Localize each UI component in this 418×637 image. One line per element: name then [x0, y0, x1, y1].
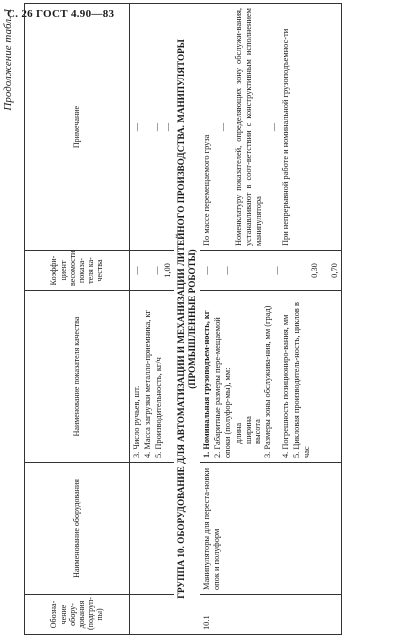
indicator-text: 1. Номинальная грузоподъем-ность, кг — [202, 310, 212, 458]
group-title: ГРУППА 10. ОБОРУДОВАНИЕ ДЛЯ АВТОМАТИЗАЦИИ И МЕХАНИЗАЦИИ ЛИТЕЙНОГО ПРОИЗВОДСТВА. МАНИПУЛЯТОРЫ (ПРОМЫШЛЕННЫЕ РОБОТЫ) — [174, 4, 200, 635]
table-header-row — [25, 4, 130, 635]
cell-code-empty — [130, 595, 175, 635]
note-text: По массе перемещаемого груза — [202, 134, 212, 246]
header-code: Обозна-чение обору-дования (подгруп-пы) — [25, 595, 130, 635]
note-text: — — [218, 122, 228, 132]
coefficient-value: 1,00 — [162, 263, 172, 278]
coefficient-value: — — [222, 266, 232, 275]
indicator-subitem: высота — [253, 419, 263, 444]
indicator-text: 4. Масса загрузки металло-приемника, кг — [142, 310, 152, 458]
cell-continued-notes — [130, 4, 175, 251]
note-text: — — [269, 122, 279, 132]
header-equipment: Наименование оборудования — [25, 463, 130, 595]
page-header: С. 26 ГОСТ 4.90—83 — [7, 8, 115, 20]
table-row-continued — [130, 4, 175, 635]
cell-equipment-name: Манипуляторы для переста-новки опок и полуформ — [200, 463, 341, 595]
indicator-text: 4. Погрешность позициониро-вания, мм — [280, 314, 290, 458]
indicator-subitem: ширина — [243, 416, 253, 444]
header-indicator: Наименование показателя качества — [25, 291, 130, 463]
header-note: Примечание — [25, 4, 130, 251]
cell-code: 10.1 — [200, 595, 341, 635]
cell-continued-coefficients — [130, 251, 175, 291]
coefficient-value: — — [151, 266, 161, 275]
indicator-text: 3. Число ручьев, шт. — [132, 385, 141, 458]
note-text: — — [132, 122, 141, 132]
cell-indicators — [200, 291, 341, 463]
cell-continued-indicators — [130, 291, 175, 463]
cell-coefficients — [200, 251, 341, 291]
coefficient-value: 0,30 — [309, 263, 319, 278]
indicator-text: 5. Цикловая производитель-ность, циклов в час — [291, 302, 311, 458]
coefficient-value: — — [202, 266, 212, 275]
coefficient-value: — — [132, 266, 141, 275]
header-coefficient: Коэффи-циент весомости показа-теля ка-чества — [25, 251, 130, 291]
cell-equipment-empty — [130, 463, 175, 595]
quality-indicators-table — [24, 3, 342, 635]
table-continuation-label: Продолжение табл. 1 — [2, 8, 14, 111]
group-heading-row — [174, 4, 200, 635]
indicator-subitem: длина — [233, 422, 243, 444]
table-row-10-1 — [200, 4, 341, 635]
note-text: — — [162, 122, 172, 132]
cell-notes — [200, 4, 341, 251]
note-text: При непрерывной работе и номинальной грузоподъемнос-ти — [281, 28, 291, 246]
note-text: — — [151, 122, 161, 132]
indicator-text: 3. Размеры зоны обслужива-ния, мм (град) — [263, 305, 273, 458]
note-text: Номенклатуру показателей, определяющих зону обслужи-вания, устанавливают в соот-ветствии с конструктивным исполнением манипулятора — [233, 8, 263, 246]
coefficient-value: — — [271, 266, 281, 275]
indicator-text: 5. Производительность, кг/ч — [153, 357, 163, 458]
coefficient-value: 0,70 — [329, 263, 339, 278]
indicator-text: 2. Габаритные размеры пере-мещаемой опоки (полуфор-мы), мм: — [213, 317, 232, 458]
